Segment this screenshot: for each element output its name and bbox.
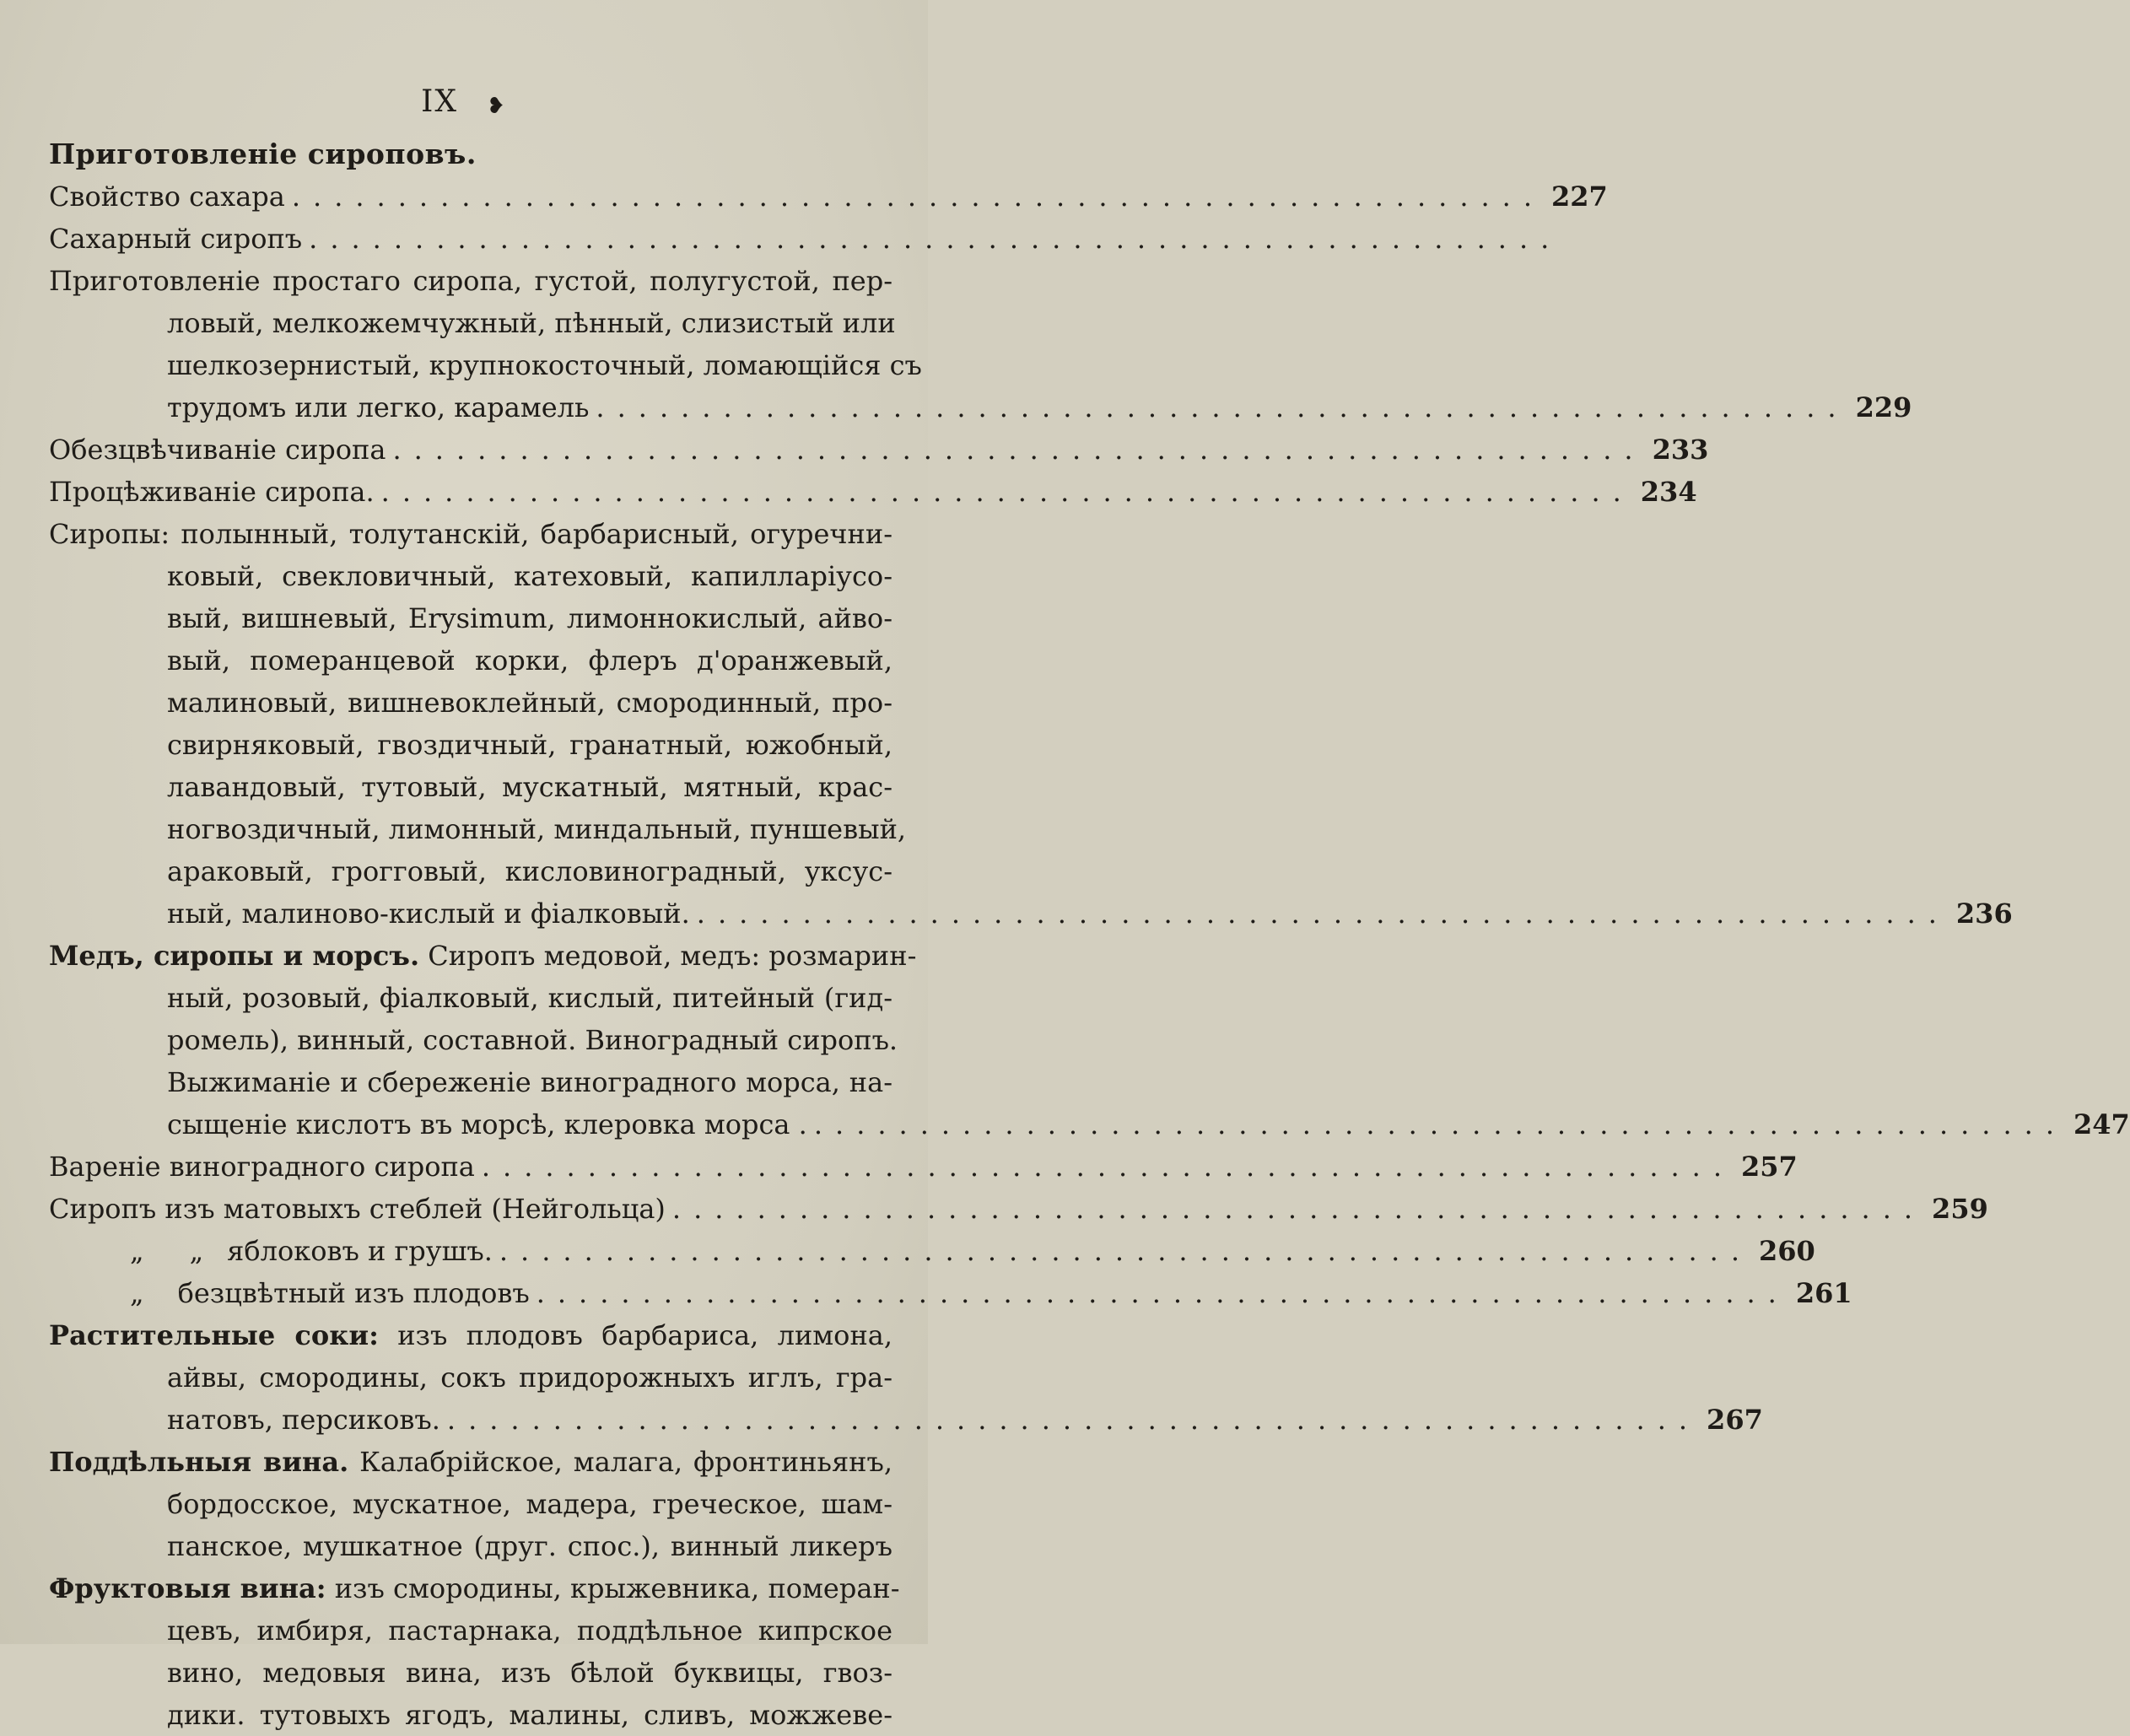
toc-entry xyxy=(49,935,2130,1146)
entry-line: Сиропы: полынный, толутанскій, барбарисный, огуречни- xyxy=(49,518,892,550)
leader-dots: ........................................................... xyxy=(813,1108,2067,1140)
entry-line: араковый, грогговый, кисловиноградный, уксус- xyxy=(167,855,892,887)
toc-entry xyxy=(49,260,1912,429)
toc-entry xyxy=(49,1567,900,1736)
ditto-mark: „ xyxy=(130,1277,144,1309)
entry-line: дики. тутовыхъ ягодъ, малины, сливъ, можжеве- xyxy=(167,1699,892,1731)
entry-text: изъ плодовъ барбариса, лимона, xyxy=(397,1319,893,1351)
leader-dots: ........................................................... xyxy=(380,476,1634,508)
entry-text: Вареніе виноградного сиропа xyxy=(49,1151,475,1183)
page-number: 247 xyxy=(2073,1108,2130,1140)
entry-text: Свойство сахара xyxy=(49,181,285,213)
page-number: 234 xyxy=(1640,476,1697,508)
entry-text: Сахарный сиропъ xyxy=(49,223,303,255)
leader-dots: ........................................................... xyxy=(536,1277,1789,1309)
entry-line: Выжиманіе и сбереженіе виноградного морса, на- xyxy=(167,1066,892,1098)
ornament-mark: ❥ xyxy=(487,94,507,119)
page-number: 261 xyxy=(1795,1277,1852,1309)
section-title: Приготовленіе сироповъ. xyxy=(49,137,477,170)
leader-dots: ........................................................... xyxy=(309,223,1562,255)
leader-dots: ........................................................... xyxy=(291,181,1545,213)
entry-text: безцвѣтный изъ плодовъ xyxy=(177,1277,530,1309)
toc-entry xyxy=(49,429,1709,471)
page-number: 267 xyxy=(1707,1404,1763,1436)
entry-bold-heading: Фруктовыя вина: xyxy=(49,1572,326,1604)
toc-entry xyxy=(49,1230,1815,1272)
page-number: 257 xyxy=(1741,1151,1798,1183)
toc-entry xyxy=(49,1441,892,1567)
page-number: 260 xyxy=(1759,1235,1815,1267)
entry-line: ловый, мелкожемчужный, пѣнный, слизистый или xyxy=(167,307,896,339)
page-numeral: IX xyxy=(421,84,459,119)
entry-text: Калабрійское, малага, фронтиньянъ, xyxy=(359,1446,893,1478)
leader-dots: ........................................................... xyxy=(392,434,1646,466)
entry-line xyxy=(49,1441,892,1483)
page-number: 259 xyxy=(1932,1193,1988,1225)
entry-text: Сиропъ изъ матовыхъ стеблей (Нейгольца) xyxy=(49,1193,666,1225)
entry-text: Процѣживаніе сиропа. xyxy=(49,476,375,508)
entry-line: бордосское, мускатное, мадера, греческое, шам- xyxy=(167,1488,892,1520)
entry-bold-heading: Медъ, сиропы и морсъ. xyxy=(49,940,420,972)
entry-text: трудомъ или легко, карамель xyxy=(167,391,590,423)
page-number: 236 xyxy=(1955,898,2013,930)
leader-dots: ........................................................... xyxy=(446,1404,1701,1436)
leader-dots: ........................................................... xyxy=(596,391,1849,423)
ditto-mark: „ xyxy=(130,1235,144,1267)
entry-line: свирняковый, гвоздичный, гранатный, южобный, xyxy=(167,729,892,761)
entry-text: ный, малиново-кислый и фіалковый. xyxy=(167,898,690,930)
entry-text: яблоковъ и грушъ. xyxy=(227,1235,493,1267)
entry-bold-heading: Растительные соки: xyxy=(49,1319,379,1351)
ditto-mark: „ xyxy=(189,1235,204,1267)
entry-text: Сиропъ медовой, медъ: розмарин- xyxy=(428,940,917,972)
leader-dots: ........................................................... xyxy=(696,898,1949,930)
toc-entry xyxy=(49,471,1697,513)
entry-line: ный, розовый, фіалковый, кислый, питейный (гид- xyxy=(167,982,892,1014)
toc-entry xyxy=(49,1146,1798,1188)
leader-dots: ........................................................... xyxy=(499,1235,1753,1267)
entry-line: шелкозернистый, крупнокосточный, ломающійся съ xyxy=(167,349,922,381)
entry-line: ногвоздичный, лимонный, миндальный, пуншевый, xyxy=(167,813,907,845)
toc-entry xyxy=(49,1314,1763,1441)
entry-line: Приготовленіе простаго сиропа, густой, полугустой, пер- xyxy=(49,265,892,297)
entry-line xyxy=(49,1314,892,1356)
entry-line: вино, медовыя вина, изъ бѣлой буквицы, гвоз- xyxy=(167,1657,892,1689)
page-header xyxy=(0,84,928,119)
entry-text: Обезцвѣчиваніе сиропа xyxy=(49,434,386,466)
entry-bold-heading: Поддѣльныя вина. xyxy=(49,1446,349,1478)
entry-line: вый, померанцевой корки, флеръ д'оранжевый, xyxy=(167,644,892,677)
entry-line: ковый, свекловичный, катеховый, капилларіусо- xyxy=(167,560,892,592)
table-of-contents xyxy=(49,133,2130,1736)
page-number: 229 xyxy=(1855,391,1912,423)
entry-line xyxy=(49,935,917,977)
entry-text: сыщеніе кислотъ въ морсѣ, клеровка морса . xyxy=(167,1108,807,1140)
entry-line: ромель), винный, составной. Виноградный сиропъ. xyxy=(167,1024,898,1056)
toc-entry xyxy=(49,1188,1988,1230)
page-number: 233 xyxy=(1652,434,1709,466)
leader-dots: ........................................................... xyxy=(481,1151,1734,1183)
entry-line: айвы, смородины, сокъ придорожныхъ иглъ, гра- xyxy=(167,1361,892,1394)
entry-line xyxy=(49,1567,900,1609)
toc-entry xyxy=(49,513,2013,935)
leader-dots: ........................................................... xyxy=(671,1193,1926,1225)
toc-entry xyxy=(49,175,1608,218)
entry-line: вый, вишневый, Erysimum, лимоннокислый, айво- xyxy=(167,602,892,634)
entry-line: панское, мушкатное (друг. спос.), винный ликеръ xyxy=(167,1530,892,1562)
entry-text: изъ смородины, крыжевника, померан- xyxy=(334,1572,900,1604)
entry-line: цевъ, имбиря, пастарнака, поддѣльное кипрское xyxy=(167,1615,892,1647)
toc-entry xyxy=(49,218,1562,260)
entry-line: малиновый, вишневоклейный, смородинный, про- xyxy=(167,687,892,719)
entry-line: лавандовый, тутовый, мускатный, мятный, крас- xyxy=(167,771,892,803)
page-number: 227 xyxy=(1551,181,1608,213)
entry-text: натовъ, персиковъ. xyxy=(167,1404,440,1436)
toc-entry xyxy=(49,1272,1852,1314)
